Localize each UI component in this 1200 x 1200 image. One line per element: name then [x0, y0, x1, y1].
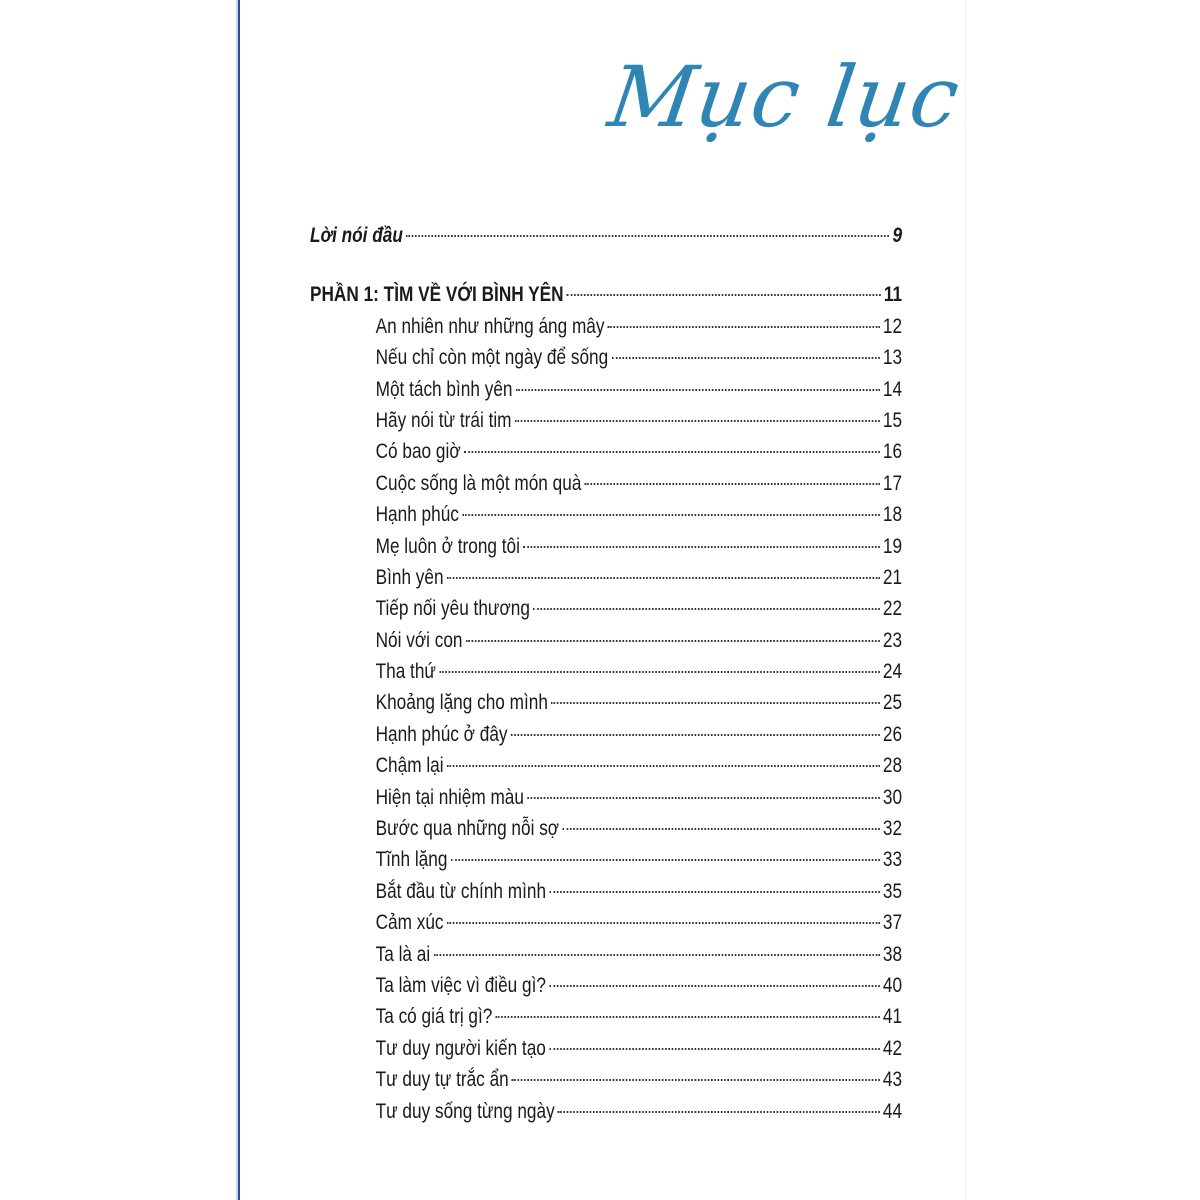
toc-entry-label: Tư duy sống từng ngày: [375, 1099, 555, 1123]
dot-leader: [562, 828, 879, 830]
toc-entry: [310, 1037, 902, 1068]
dot-leader: [515, 420, 880, 422]
toc-entry-page: 38: [882, 942, 903, 966]
toc-entry-page: 42: [882, 1036, 903, 1060]
toc-entry-label: Ta làm việc vì điều gì?: [375, 973, 546, 997]
toc-entry-page: 43: [882, 1068, 903, 1092]
toc-entry-page: 26: [882, 722, 903, 746]
toc-entry: [310, 535, 902, 566]
toc-entry: [310, 315, 902, 346]
toc-entry-page: 17: [882, 471, 903, 495]
toc-entry-intro: [310, 224, 902, 255]
dot-leader: [433, 954, 879, 956]
dot-leader: [516, 389, 880, 391]
toc-entry-part-1: [310, 283, 902, 314]
toc-entry-page: 41: [882, 1005, 903, 1029]
toc-entry-label: Hiện tại nhiệm màu: [375, 785, 524, 809]
toc-entry: [310, 597, 902, 628]
dot-leader: [451, 859, 880, 861]
toc-entry-label: Chậm lại: [375, 754, 444, 778]
toc-entry: [310, 691, 902, 722]
dot-leader: [496, 1016, 880, 1018]
toc-entry: [310, 378, 902, 409]
toc-entry-page: 35: [882, 879, 903, 903]
toc-entry-label: Bước qua những nỗi sợ: [375, 817, 560, 841]
toc-entry-label: Mẹ luôn ở trong tôi: [375, 534, 520, 558]
toc-entry-page: 15: [882, 408, 903, 432]
dot-leader: [612, 357, 880, 359]
toc-entry: [310, 566, 902, 597]
toc-entry-label: Tiếp nối yêu thương: [375, 597, 530, 621]
toc-entry: [310, 880, 902, 911]
toc-entry-page: 28: [882, 754, 903, 778]
page-title: Mục lục: [603, 48, 966, 146]
toc-entry: [310, 1005, 902, 1036]
toc-entry-page: 40: [882, 973, 903, 997]
toc-entry-label: Tha thứ: [375, 660, 436, 684]
toc-entry-label: Hạnh phúc ở đây: [375, 722, 508, 746]
toc-entry: [310, 1068, 902, 1099]
dot-leader: [549, 891, 879, 893]
toc-entry: [310, 472, 902, 503]
toc-entry-page: 21: [882, 565, 903, 589]
toc-entry-label: Hạnh phúc: [375, 503, 459, 527]
toc-entry-label: Hãy nói từ trái tim: [375, 408, 512, 432]
dot-leader: [464, 451, 880, 453]
dot-leader: [466, 640, 880, 642]
dot-leader: [585, 483, 880, 485]
toc-entry-page: 14: [882, 377, 903, 401]
dot-leader: [558, 1111, 880, 1113]
toc-entry: [310, 943, 902, 974]
toc-entry: [310, 629, 902, 660]
toc-entry-page: 24: [882, 660, 903, 684]
toc-entry-page: 37: [882, 911, 903, 935]
toc-entry-label: Tĩnh lặng: [375, 848, 448, 872]
toc-entry-label: Cuộc sống là một món quà: [375, 471, 582, 495]
toc-entry-page: 16: [882, 440, 903, 464]
toc-entry: [310, 1100, 902, 1131]
toc-entry-label: Ta là ai: [375, 942, 431, 966]
dot-leader: [567, 294, 881, 296]
toc-entry-label: Cảm xúc: [375, 911, 444, 935]
toc-entry: [310, 911, 902, 942]
toc-entry-label: Có bao giờ: [375, 440, 461, 464]
dot-leader: [533, 608, 879, 610]
dot-leader: [447, 577, 880, 579]
toc-entry-page: 32: [882, 817, 903, 841]
dot-leader: [523, 546, 879, 548]
toc-entry: [310, 346, 902, 377]
dot-leader: [462, 514, 879, 516]
dot-leader: [527, 797, 879, 799]
toc-entry-page: 19: [882, 534, 903, 558]
dot-leader: [447, 922, 880, 924]
toc-entry: [310, 409, 902, 440]
toc-entry-label: PHẦN 1: TÌM VỀ VỚI BÌNH YÊN: [310, 283, 564, 307]
toc-entry: [310, 817, 902, 848]
toc-entry-label: Ta có giá trị gì?: [375, 1005, 493, 1029]
toc-entry-page: 9: [892, 224, 903, 247]
dot-leader: [512, 1079, 880, 1081]
toc-entry-label: Lời nói đầu: [310, 224, 403, 247]
toc-entry: [310, 723, 902, 754]
toc-entry-label: Bình yên: [375, 565, 444, 589]
toc-entry: [310, 754, 902, 785]
toc-entry-label: Tư duy tự trắc ẩn: [375, 1068, 509, 1092]
dot-leader: [549, 1048, 879, 1050]
toc-entry: [310, 660, 902, 691]
toc-entry-label: Nếu chỉ còn một ngày để sống: [375, 346, 609, 370]
toc-entry-page: 30: [882, 785, 903, 809]
book-spine-edge: [236, 0, 239, 1200]
toc-entry: [310, 974, 902, 1005]
toc-entry: [310, 848, 902, 879]
toc-entry: [310, 786, 902, 817]
table-of-contents: [310, 224, 903, 1131]
toc-entry-page: 25: [882, 691, 903, 715]
toc-entry-page: 13: [882, 346, 903, 370]
dot-leader: [551, 702, 879, 704]
toc-entry-label: Một tách bình yên: [375, 377, 513, 401]
toc-entry: [310, 440, 902, 471]
toc-entry-page: 22: [882, 597, 903, 621]
dot-leader: [447, 765, 880, 767]
toc-entry-label: Tư duy người kiến tạo: [375, 1036, 546, 1060]
dot-leader: [608, 326, 880, 328]
toc-entry-page: 12: [882, 314, 903, 338]
toc-entry-label: Nói với con: [375, 628, 463, 652]
toc-entry-page: 33: [882, 848, 903, 872]
dot-leader: [439, 671, 879, 673]
dot-leader: [549, 985, 879, 987]
toc-entry-label: An nhiên như những áng mây: [375, 314, 605, 338]
toc-entry-page: 44: [882, 1099, 903, 1123]
toc-entry-label: Bắt đầu từ chính mình: [375, 879, 547, 903]
dot-leader: [406, 235, 889, 237]
toc-entry: [310, 503, 902, 534]
toc-entry-page: 18: [882, 503, 903, 527]
dot-leader: [511, 734, 880, 736]
toc-entry-page: 23: [882, 628, 903, 652]
toc-entry-label: Khoảng lặng cho mình: [375, 691, 548, 715]
toc-entry-page: 11: [883, 283, 903, 307]
